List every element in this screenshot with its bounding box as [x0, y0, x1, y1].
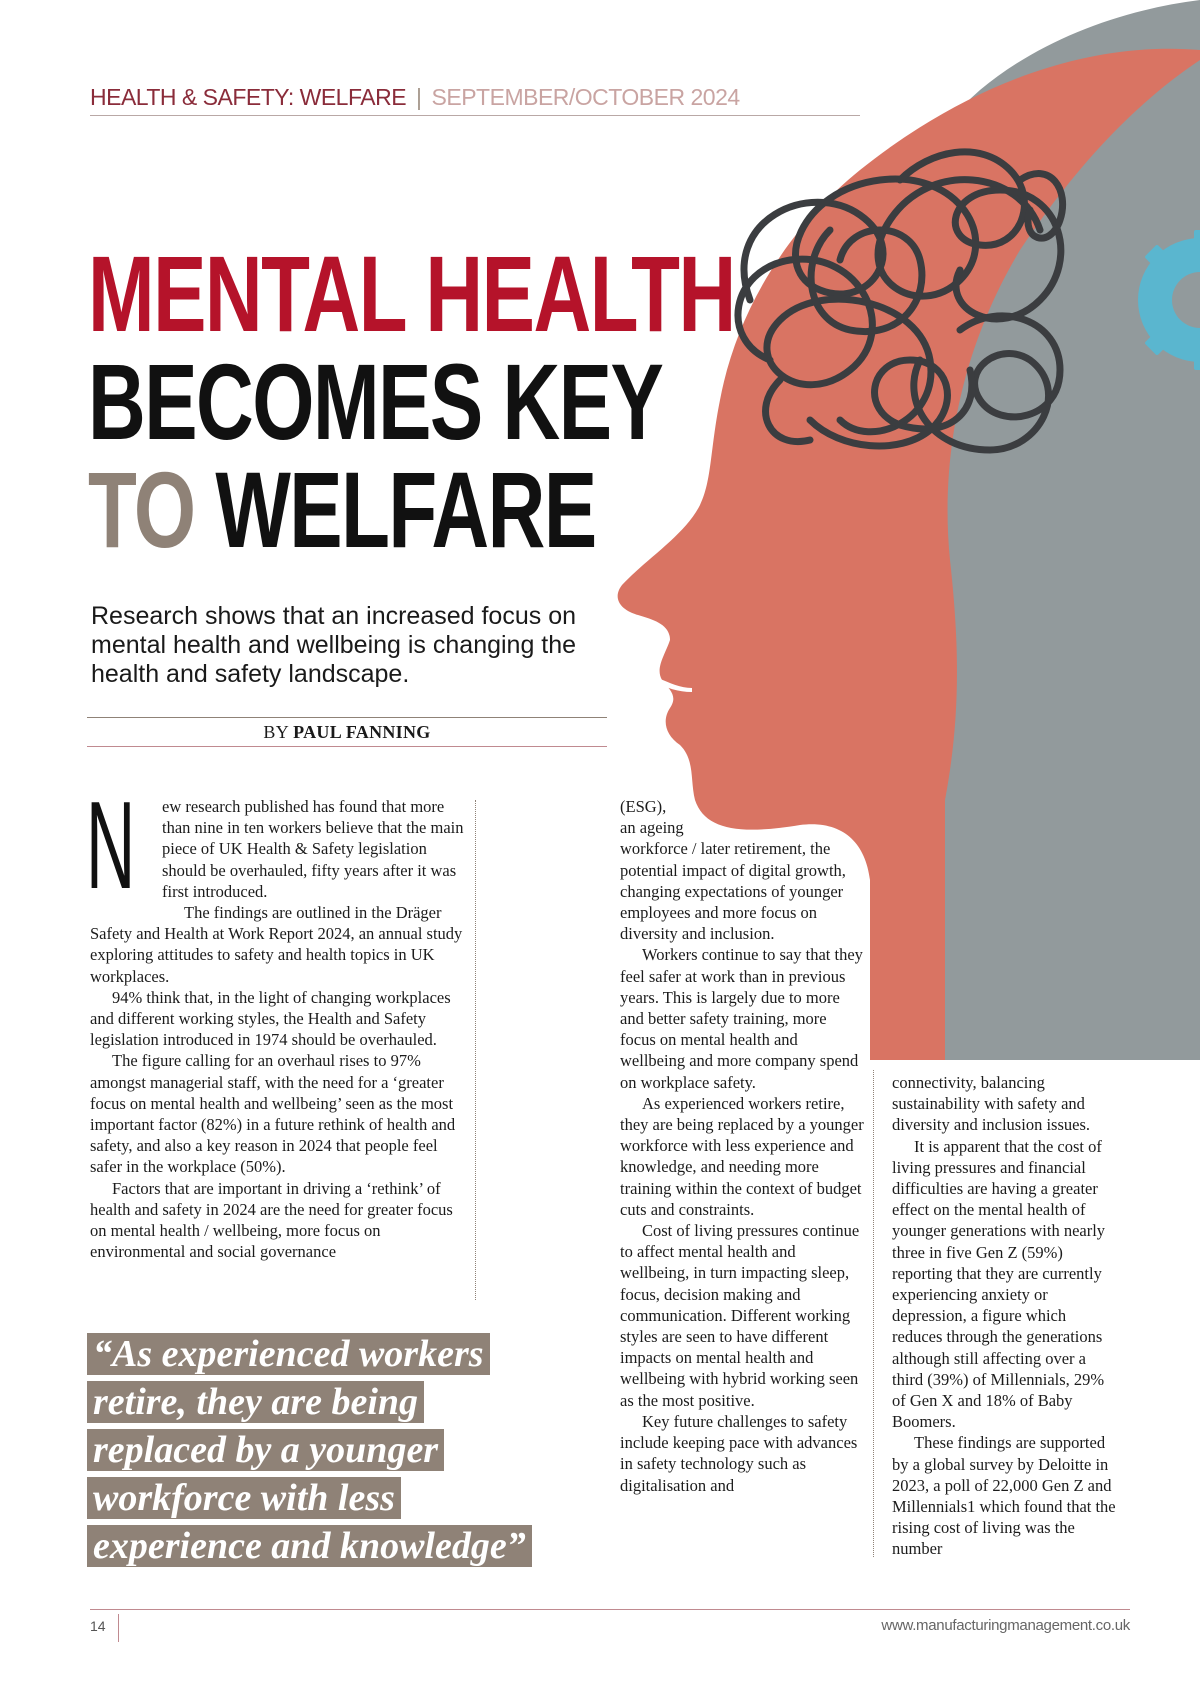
header-separator: |: [416, 84, 422, 110]
paragraph: The findings are outlined in the Dräger Safety and Health at Work Report 2024, an annual study exploring attitudes to safety and health topics in UK workplaces.: [90, 903, 463, 986]
paragraph: (ESG),: [620, 797, 667, 816]
byline-prefix: BY: [263, 722, 289, 742]
byline: [87, 722, 607, 743]
headline-to: TO: [88, 449, 195, 570]
paragraph: an ageing: [620, 818, 684, 838]
paragraph: Key future challenges to safety include keeping pace with advances in safety technology such as digitalisation and: [620, 1411, 858, 1495]
article-column-3: [892, 1072, 1117, 1560]
pull-quote-line: [87, 1426, 607, 1474]
section-label: HEALTH & SAFETY: WELFARE: [90, 84, 407, 110]
headline-line-3: [88, 449, 735, 570]
paragraph: ew research published has found that more than nine in ten workers believe that the main piece of UK Health & Safety legislation should be overhauled, fifty years after it was first introduced.: [162, 797, 464, 901]
paragraph: Cost of living pressures continue to affect mental health and wellbeing, in turn impacting sleep, focus, decision making and communication. Different working styles are seen to have different impacts on mental health and wellbeing with hybrid working seen as the most positive.: [620, 1221, 860, 1410]
standfirst: Research shows that an increased focus on mental health and wellbeing is changing the health and safety landscape.: [91, 602, 577, 688]
article-column-1: [86, 777, 470, 1262]
byline-author: PAUL FANNING: [293, 722, 431, 742]
headline-welfare: WELFARE: [215, 449, 596, 570]
headline-line-1: MENTAL HEALTH: [88, 233, 735, 354]
pull-quote-text: experience and knowledge”: [87, 1525, 532, 1567]
pull-quote-line: [87, 1522, 607, 1570]
byline-rule-top: [87, 717, 607, 718]
paragraph: 94% think that, in the light of changing workplaces and different working styles, the Health and Safety legislation introduced in 1974 should be overhauled.: [90, 987, 451, 1050]
paragraph: As experienced workers retire, they are being replaced by a younger workforce with less experience and knowledge, and needing more training within the context of budget cuts and constraints.: [620, 1093, 864, 1219]
paragraph: Factors that are important in driving a ‘rethink’ of health and safety in 2024 are the need for greater focus on mental health / wellbeing, more focus on environmental and social governance: [90, 1178, 453, 1262]
pull-quote-line: [87, 1330, 607, 1378]
pull-quote-text: replaced by a younger: [87, 1429, 444, 1471]
pull-quote: [87, 1330, 607, 1570]
paragraph: Workers continue to say that they feel safer at work than in previous years. This is largely due to more and better safety training, more focus on mental health and wellbeing and more company spend on workplace safety.: [620, 945, 863, 1092]
column-divider: [475, 800, 476, 1300]
issue-date: SEPTEMBER/OCTOBER 2024: [431, 84, 740, 110]
headline: [88, 233, 735, 570]
pull-quote-text: “As experienced workers: [87, 1333, 490, 1375]
article-column-2: [620, 796, 865, 1496]
paragraph: The figure calling for an overhaul rises to 97% amongst managerial staff, with the need for a ‘greater focus on mental health and wellbeing’ seen as the most important factor (82%) in a future rethink of health and safety, and also a key reason in 2024 that people feel safer in the workplace (50%).: [90, 1051, 456, 1177]
column-divider: [873, 1070, 874, 1557]
footer-tick: [118, 1614, 119, 1642]
paragraph: workforce / later retirement, the potential impact of digital growth, changing expectations of younger employees and more focus on diversity and inclusion.: [620, 839, 846, 944]
drop-cap: N: [86, 777, 136, 915]
pull-quote-text: retire, they are being: [87, 1381, 424, 1423]
byline-rule-bottom: [87, 746, 607, 747]
footer-rule: [90, 1609, 1130, 1610]
page-number: 14: [90, 1618, 106, 1634]
paragraph: These findings are supported by a global survey by Deloitte in 2023, a poll of 22,000 Gen Z and Millennials1 which found that the rising cost of living was the number: [892, 1433, 1116, 1559]
pull-quote-text: workforce with less: [87, 1477, 401, 1519]
headline-line-2: BECOMES KEY: [88, 341, 663, 462]
website-url: www.manufacturingmanagement.co.uk: [881, 1617, 1130, 1634]
pull-quote-line: [87, 1474, 607, 1522]
paragraph: It is apparent that the cost of living pressures and financial difficulties are having a greater effect on the mental health of younger generations with nearly three in five Gen Z (59%) reporting that they are currently experiencing anxiety or depression, a figure which reduces through the generations although still affecting over a third (39%) of Millennials, 29% of Gen X and 18% of Baby Boomers.: [892, 1136, 1106, 1432]
paragraph: connectivity, balancing sustainability with safety and diversity and inclusion issues.: [892, 1073, 1090, 1135]
pull-quote-line: [87, 1378, 607, 1426]
